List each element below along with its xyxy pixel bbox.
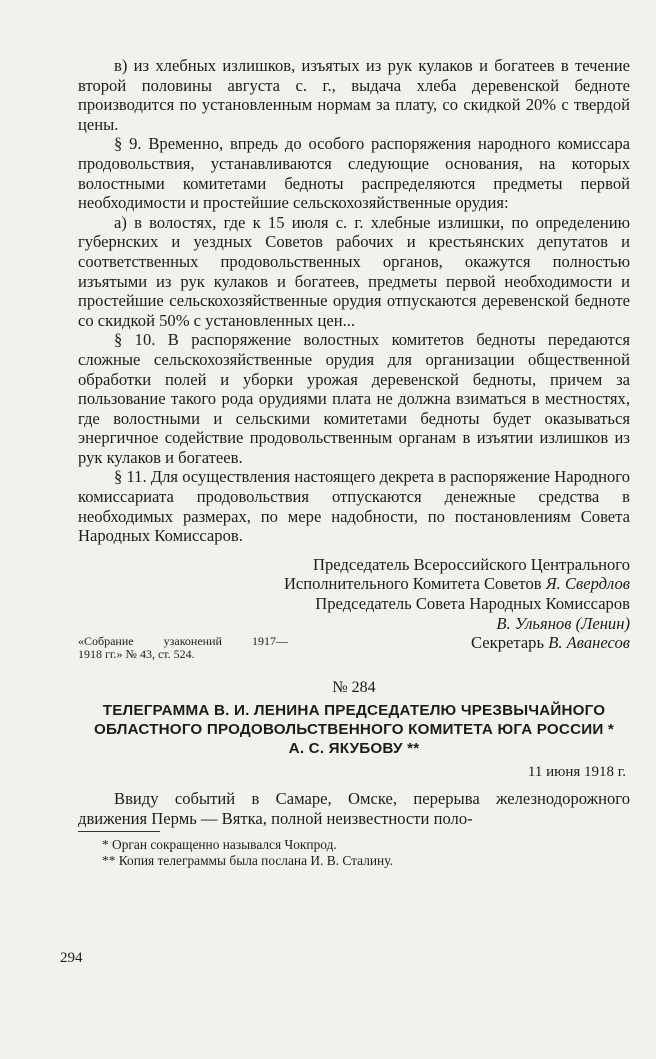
- signature-title: Исполнительного Комитета Советов: [283, 574, 542, 594]
- secretary-signature: [471, 633, 630, 653]
- signature-name-lenin: В. Ульянов (Ленин): [496, 613, 630, 633]
- footnote-2: ** Копия телеграммы была послана И. В. Сталину.: [102, 853, 393, 869]
- signature-line-2: [78, 574, 630, 594]
- paragraph-v: в) из хлебных излишков, изъятых из рук кулаков и богатеев в течение второй половины августа с. г., выдача хлеба деревенской бедноте производится по установленным нормам за плату, со скидкой 20% с твердой цены.: [78, 56, 630, 134]
- page-number: 294: [60, 950, 83, 966]
- secretary-name: В. Аванесов: [548, 633, 630, 653]
- signature-name-sverdlov: Я. Свердлов: [545, 574, 630, 594]
- source-word-1: «Собрание: [78, 634, 134, 649]
- paragraph-section-11: § 11. Для осуществления настоящего декрета в распоряжение Народного комиссариата продовольствия отпускаются денежные средства в необходимых размерах, по мере надобности, по постановлениям Совета Народных Комиссаров.: [78, 467, 630, 546]
- main-text-block: [78, 56, 630, 869]
- signature-line-1: Председатель Всероссийского Центрального: [313, 554, 630, 574]
- source-line-2: 1918 гг.» № 43, ст. 524.: [78, 647, 195, 662]
- document-date: 11 июня 1918 г.: [527, 764, 626, 781]
- source-word-3: 1917—: [251, 634, 288, 649]
- telegram-text: Ввиду событий в Самаре, Омске, перерыва железнодорожного движения Пермь — Вятка, полной неизвестности поло-: [78, 789, 630, 828]
- paragraph-a: а) в волостях, где к 15 июля с. г. хлебные излишки, по определению губернских и уездных Советов рабочих и крестьянских депутатов и соответственных продовольственных органов, окажутся полностью изъятыми из рук кулаков и богатеев, предметы первой необходимости и простейшие сельскохозяйственные орудия отпускаются деревенской бедноте со скидкой 50% с установленных цен...: [78, 212, 630, 330]
- source-citation: [78, 635, 288, 661]
- source-word-2: узаконений: [163, 634, 222, 649]
- document-number: № 284: [332, 679, 376, 697]
- heading-line-3: А. С. ЯКУБОВУ **: [288, 740, 420, 758]
- heading-line-1: ТЕЛЕГРАММА В. И. ЛЕНИНА ПРЕДСЕДАТЕЛЮ ЧРЕЗВЫЧАЙНОГО: [102, 702, 606, 720]
- secretary-title: Секретарь: [471, 633, 545, 653]
- heading-line-2: ОБЛАСТНОГО ПРОДОВОЛЬСТВЕННОГО КОМИТЕТА ЮГА РОССИИ *: [93, 721, 615, 739]
- paragraph-section-10: § 10. В распоряжение волостных комитетов бедноты передаются сложные сельскохозяйственные орудия для организации общественной обработки полей и уборки урожая деревенской бедноты, причем за пользование такого рода орудиями плата не должна взиматься в местностях, где волостными и сельскими комитетами бедноты будет оказываться энергичное содействие продовольственным органам в изъятии излишков из рук кулаков и богатеев.: [78, 330, 630, 467]
- source-row: [78, 635, 630, 661]
- signature-line-3: Председатель Совета Народных Комиссаров: [315, 594, 630, 614]
- footnote-1: * Орган сокращенно назывался Чокпрод.: [102, 837, 337, 853]
- paragraph-section-9: § 9. Временно, впредь до особого распоряжения народного комиссара продовольствия, устанавливаются следующие основания, на которых волостными комитетами бедноты распределяются предметы первой необходимости и простейшие сельскохозяйственные орудия:: [78, 134, 630, 213]
- footnote-divider: [78, 831, 160, 832]
